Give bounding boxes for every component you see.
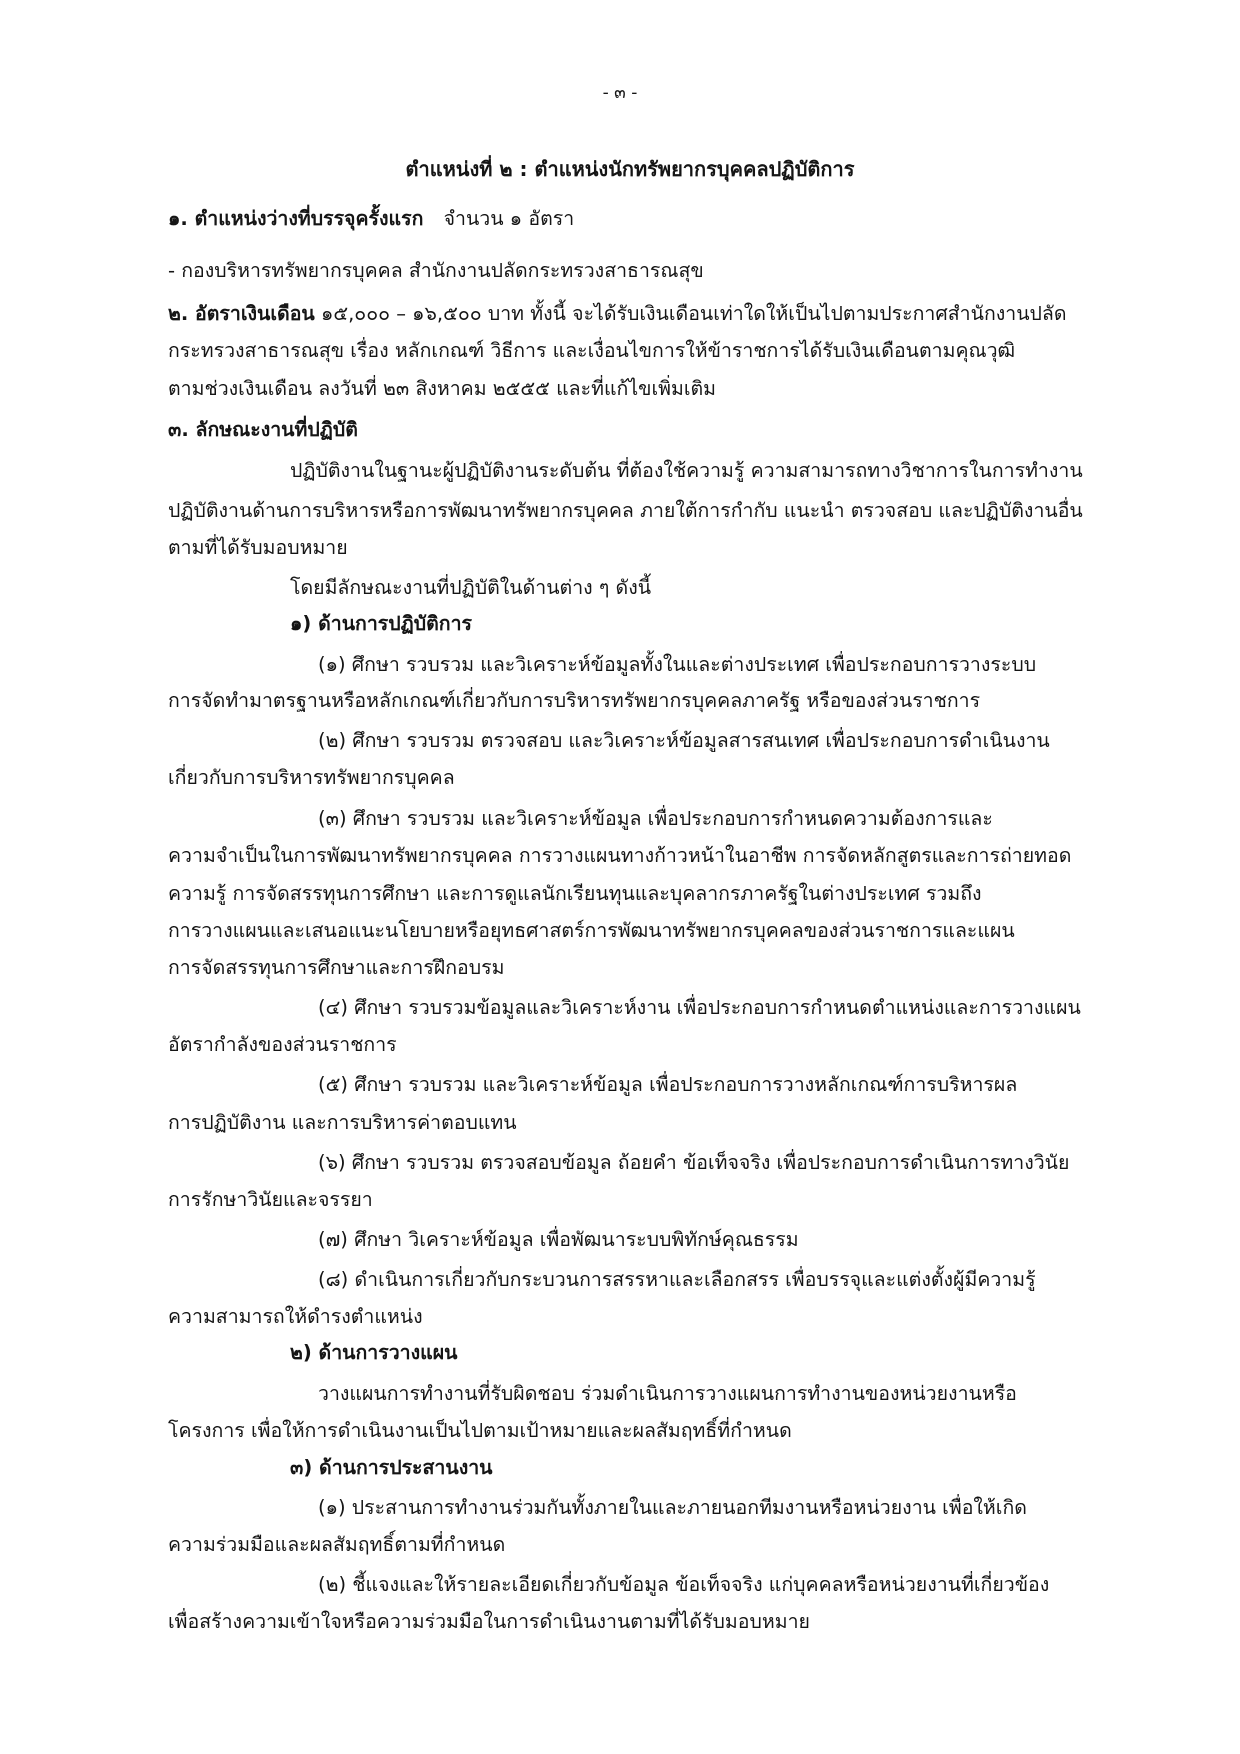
sub1-item7-l1: (๗) ศึกษา วิเคราะห์ข้อมูล เพื่อพัฒนาระบบพิทักษ์คุณธรรม <box>318 1228 799 1251</box>
sub2-l1: วางแผนการทำงานที่รับผิดชอบ ร่วมดำเนินการวางแผนการทำงานของหน่วยงานหรือ <box>318 1382 1017 1405</box>
sub1-item8-l2: ความสามารถให้ดำรงตำแหน่ง <box>168 1305 423 1328</box>
section3-intro-l1: ปฏิบัติงานในฐานะผู้ปฏิบัติงานระดับต้น ที่ต้องใช้ความรู้ ความสามารถทางวิชาการในการทำงาน <box>290 459 1083 482</box>
sub3-item2-l2: เพื่อสร้างความเข้าใจหรือความร่วมมือในการดำเนินงานตามที่ได้รับมอบหมาย <box>168 1610 810 1633</box>
sub3-item1-l1: (๑) ประสานการทำงานร่วมกันทั้งภายในและภายนอกทีมงานหรือหน่วยงาน เพื่อให้เกิด <box>318 1496 1027 1519</box>
section3-intro-l2: ปฏิบัติงานด้านการบริหารหรือการพัฒนาทรัพยากรบุคคล ภายใต้การกำกับ แนะนำ ตรวจสอบ และปฏิบัติงานอื่น <box>168 499 1083 522</box>
section1-unit: - กองบริหารทรัพยากรบุคคล สำนักงานปลัดกระทรวงสาธารณสุข <box>168 259 704 282</box>
section2-line2: กระทรวงสาธารณสุข เรื่อง หลักเกณฑ์ วิธีการ และเงื่อนไขการให้ข้าราชการได้รับเงินเดือนตามคุณวุฒิ <box>168 339 1016 362</box>
sub1-item5-l2: การปฏิบัติงาน และการบริหารค่าตอบแทน <box>168 1111 517 1134</box>
sub1-item6-l1: (๖) ศึกษา รวบรวม ตรวจสอบข้อมูล ถ้อยคำ ข้อเท็จจริง เพื่อประกอบการดำเนินการทางวินัย <box>318 1151 1070 1174</box>
sub3-item1-l2: ความร่วมมือและผลสัมฤทธิ์ตามที่กำหนด <box>168 1533 506 1556</box>
position-title: ตำแหน่งที่ ๒ : ตำแหน่งนักทรัพยากรบุคคลปฏิบัติการ <box>405 157 855 181</box>
sub1-item2-l1: (๒) ศึกษา รวบรวม ตรวจสอบ และวิเคราะห์ข้อมูลสารสนเทศ เพื่อประกอบการดำเนินงาน <box>318 729 1050 752</box>
sub1-item4-l2: อัตรากำลังของส่วนราชการ <box>168 1033 397 1056</box>
sub1-item3-l3: ความรู้ การจัดสรรทุนการศึกษา และการดูแลนักเรียนทุนและบุคลากรภาครัฐในต่างประเทศ รวมถึง <box>168 882 982 905</box>
section2-heading: ๒. อัตราเงินเดือน <box>168 302 315 325</box>
page-number: - ๓ - <box>602 83 638 103</box>
sub1-item3-l4: การวางแผนและเสนอแนะนโยบายหรือยุทธศาสตร์การพัฒนาทรัพยากรบุคคลของส่วนราชการและแผน <box>168 919 1015 942</box>
section1-heading: ๑. ตำแหน่งว่างที่บรรจุครั้งแรก <box>168 207 424 230</box>
sub1-item3-l5: การจัดสรรทุนการศึกษาและการฝึกอบรม <box>168 956 505 979</box>
sub1-item8-l1: (๘) ดำเนินการเกี่ยวกับกระบวนการสรรหาและเลือกสรร เพื่อบรรจุและแต่งตั้งผู้มีความรู้ <box>318 1268 1036 1291</box>
section1-line <box>168 204 574 234</box>
sub1-item1-l2: การจัดทำมาตรฐานหรือหลักเกณฑ์เกี่ยวกับการบริหารทรัพยากรบุคคลภาครัฐ หรือของส่วนราชการ <box>168 689 981 712</box>
sub1-item6-l2: การรักษาวินัยและจรรยา <box>168 1188 373 1211</box>
section3-intro-l3: ตามที่ได้รับมอบหมาย <box>168 536 348 559</box>
sub1-heading: ๑) ด้านการปฏิบัติการ <box>290 612 472 635</box>
sub2-heading: ๒) ด้านการวางแผน <box>290 1341 458 1364</box>
sub2-l2: โครงการ เพื่อให้การดำเนินงานเป็นไปตามเป้าหมายและผลสัมฤทธิ์ที่กำหนด <box>168 1419 792 1442</box>
section2-line1-text: ๑๕,๐๐๐ – ๑๖,๕๐๐ บาท ทั้งนี้ จะได้รับเงินเดือนเท่าใดให้เป็นไปตามประกาศสำนักงานปลัด <box>320 302 1067 325</box>
section2-line1 <box>168 299 1118 329</box>
section3-lead: โดยมีลักษณะงานที่ปฏิบัติในด้านต่าง ๆ ดังนี้ <box>290 576 652 599</box>
sub3-heading: ๓) ด้านการประสานงาน <box>290 1456 493 1479</box>
sub1-item3-l1: (๓) ศึกษา รวบรวม และวิเคราะห์ข้อมูล เพื่อประกอบการกำหนดความต้องการและ <box>318 807 993 830</box>
section1-count: จำนวน ๑ อัตรา <box>443 207 575 230</box>
section2-line3: ตามช่วงเงินเดือน ลงวันที่ ๒๓ สิงหาคม ๒๕๕๕ และที่แก้ไขเพิ่มเติม <box>168 377 717 400</box>
section3-heading: ๓. ลักษณะงานที่ปฏิบัติ <box>168 418 358 441</box>
sub1-item5-l1: (๕) ศึกษา รวบรวม และวิเคราะห์ข้อมูล เพื่อประกอบการวางหลักเกณฑ์การบริหารผล <box>318 1073 1018 1096</box>
sub1-item4-l1: (๔) ศึกษา รวบรวมข้อมูลและวิเคราะห์งาน เพื่อประกอบการกำหนดตำแหน่งและการวางแผน <box>318 996 1081 1019</box>
sub1-item3-l2: ความจำเป็นในการพัฒนาทรัพยากรบุคคล การวางแผนทางก้าวหน้าในอาชีพ การจัดหลักสูตรและการถ่ายทอด <box>168 844 1072 867</box>
sub3-item2-l1: (๒) ชี้แจงและให้รายละเอียดเกี่ยวกับข้อมูล ข้อเท็จจริง แก่บุคคลหรือหน่วยงานที่เกี่ยวข้อง <box>318 1573 1050 1596</box>
sub1-item1-l1: (๑) ศึกษา รวบรวม และวิเคราะห์ข้อมูลทั้งในและต่างประเทศ เพื่อประกอบการวางระบบ <box>318 653 1037 676</box>
sub1-item2-l2: เกี่ยวกับการบริหารทรัพยากรบุคคล <box>168 766 455 789</box>
